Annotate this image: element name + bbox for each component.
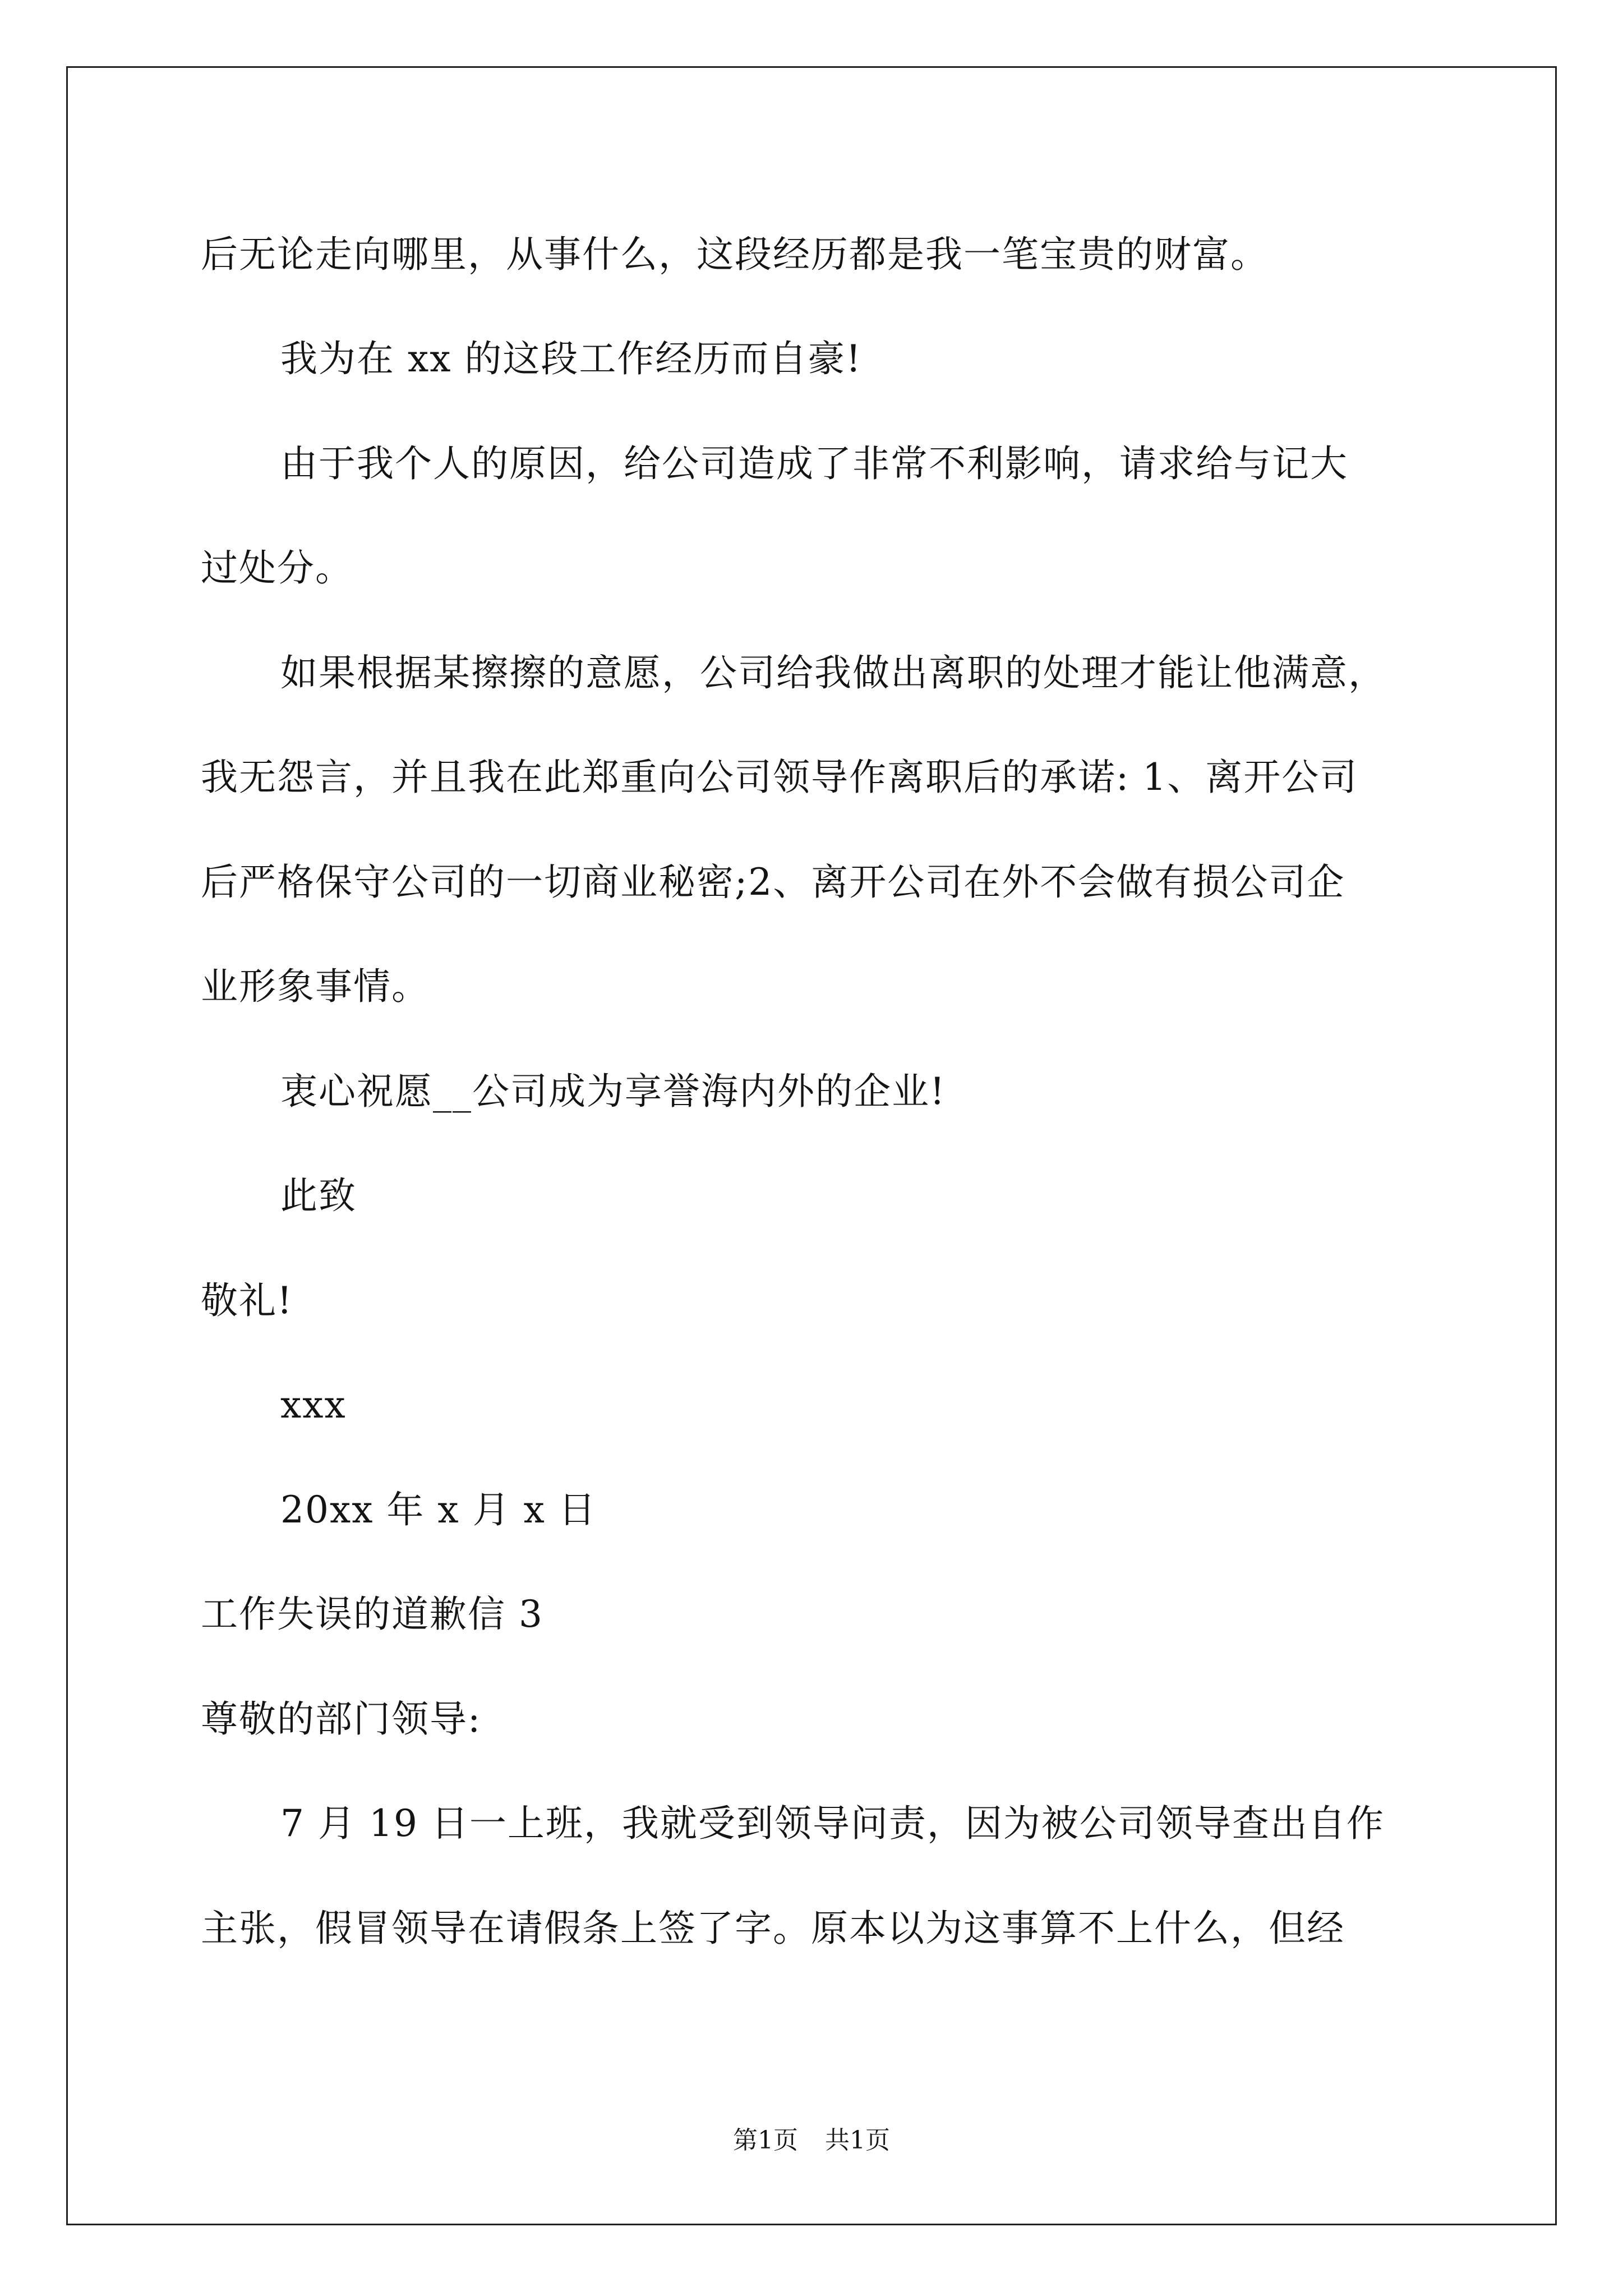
text-line: 如果根据某擦擦的意愿，公司给我做出离职的处理才能让他满意， (280, 651, 1386, 694)
section-heading: 工作失误的道歉信 3 (201, 1593, 543, 1636)
text-line: 业形象事情。 (201, 965, 430, 1008)
text-line: 敬礼! (201, 1279, 293, 1322)
text-line: 此致 (280, 1174, 357, 1217)
page-total: 共1页 (825, 2126, 890, 2155)
text-line: 我为在 xx 的这段工作经历而自豪! (280, 337, 862, 380)
salutation: 尊敬的部门领导: (201, 1697, 482, 1741)
page-footer (0, 2125, 1623, 2156)
text-line: 我无怨言，并且我在此郑重向公司领导作离职后的承诺: 1、离开公司 (201, 756, 1358, 799)
text-line: 由于我个人的原因，给公司造成了非常不利影响，请求给与记大 (280, 442, 1348, 485)
page-border (66, 66, 1557, 2225)
page-number: 第1页 (733, 2126, 798, 2155)
text-line: 20xx 年 x 月 x 日 (280, 1488, 597, 1531)
text-line: 后无论走向哪里，从事什么，这段经历都是我一笔宝贵的财富。 (201, 233, 1269, 276)
text-line: 衷心祝愿__公司成为享誉海内外的企业! (280, 1070, 946, 1113)
text-line: xxx (280, 1383, 347, 1427)
text-line: 过处分。 (201, 546, 353, 590)
text-line: 主张，假冒领导在请假条上签了字。原本以为这事算不上什么，但经 (201, 1907, 1345, 1950)
text-line: 后严格保守公司的一切商业秘密;2、离开公司在外不会做有损公司企 (201, 861, 1345, 904)
text-line: 7 月 19 日一上班，我就受到领导问责，因为被公司领导查出自作 (280, 1802, 1385, 1845)
